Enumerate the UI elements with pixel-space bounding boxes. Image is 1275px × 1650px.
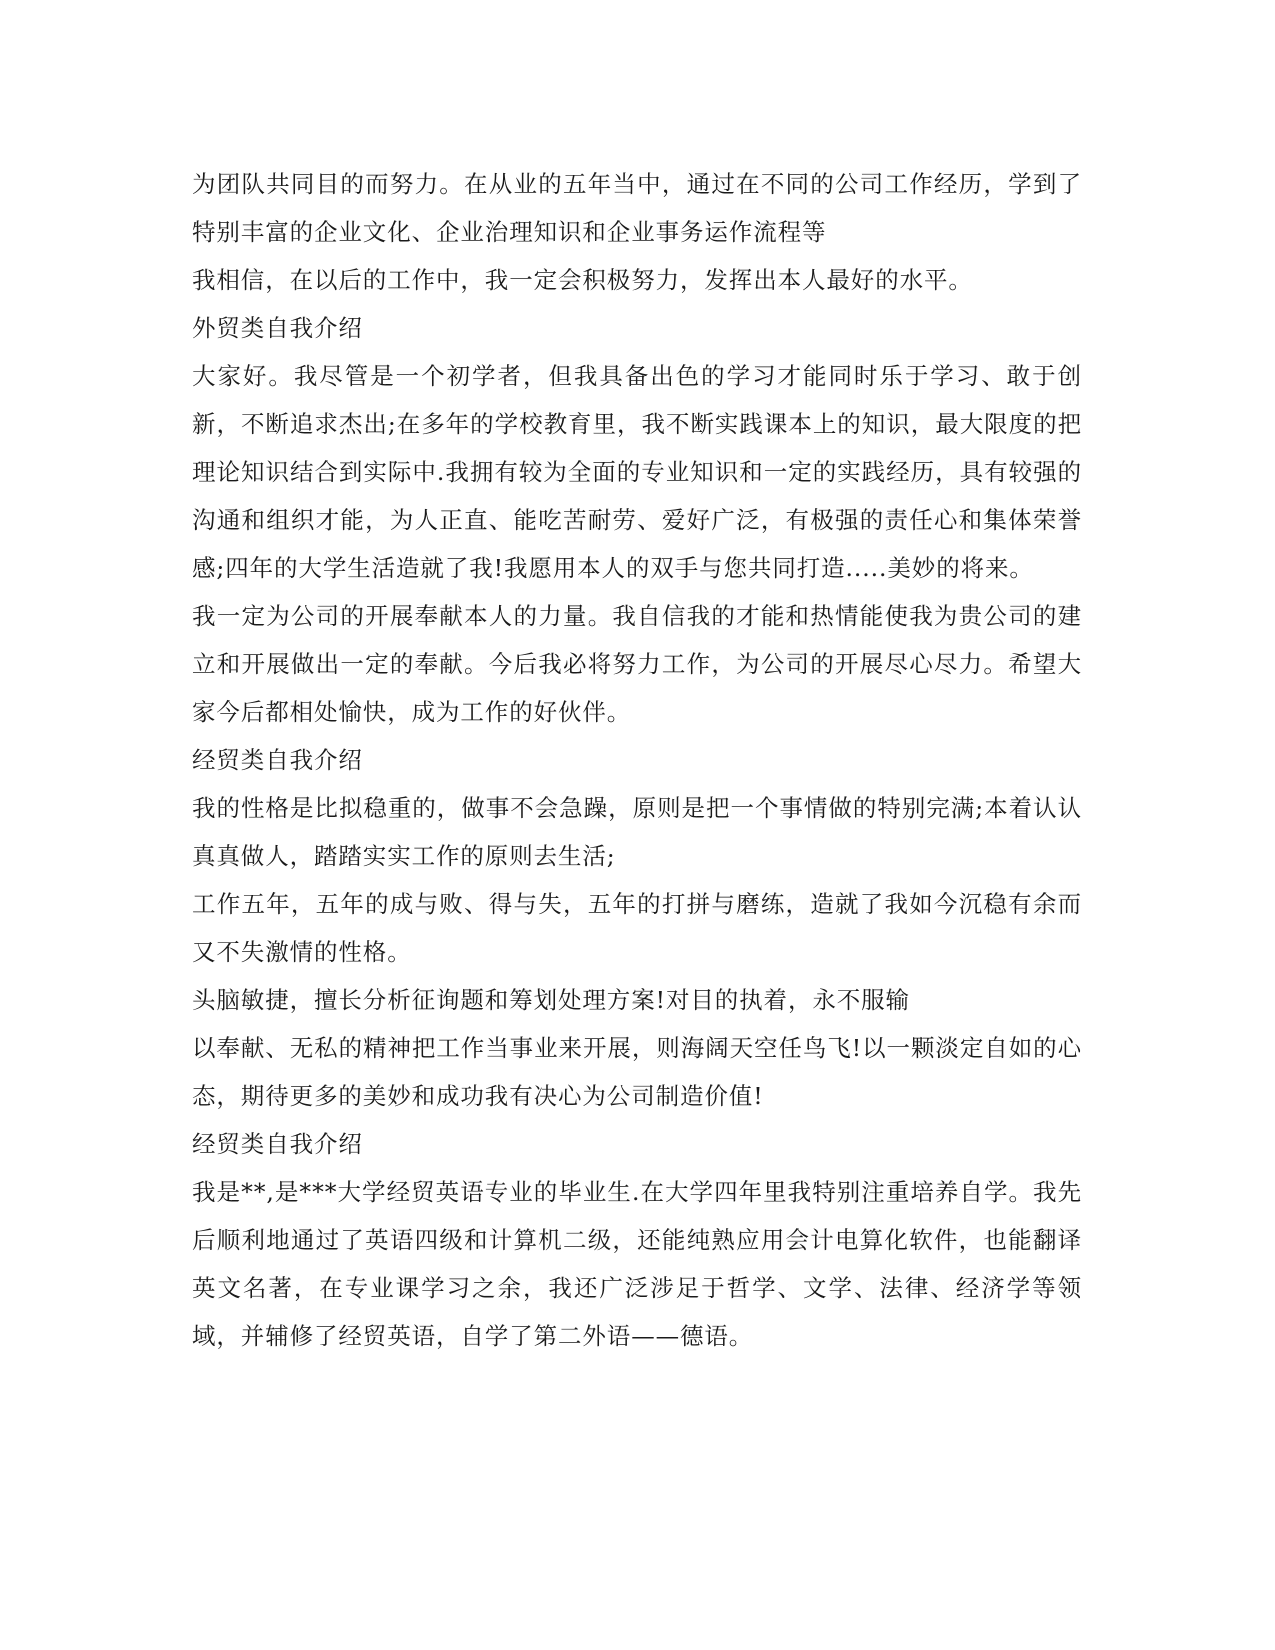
paragraph: 大家好。我尽管是一个初学者，但我具备出色的学习才能同时乐于学习、敢于创新，不断追求杰出;在多年的学校教育里，我不断实践课本上的知识，最大限度的把理论知识结合到实际中.我拥有较为全面的专业知识和一定的实践经历，具有较强的沟通和组织才能，为人正直、能吃苦耐劳、爱好广泛，有极强的责任心和集体荣誉感;四年的大学生活造就了我!我愿用本人的双手与您共同打造.....美妙的将来。 [192,362,1082,582]
paragraph: 工作五年，五年的成与败、得与失，五年的打拼与磨练，造就了我如今沉稳有余而又不失激情的性格。 [192,890,1082,966]
section-heading: 外贸类自我介绍 [192,314,363,342]
paragraph: 我的性格是比拟稳重的，做事不会急躁，原则是把一个事情做的特别完满;本着认认真真做人，踏踏实实工作的原则去生活; [192,794,1082,870]
section-heading: 经贸类自我介绍 [192,746,363,774]
document-body [192,160,1082,1360]
paragraph: 我一定为公司的开展奉献本人的力量。我自信我的才能和热情能使我为贵公司的建立和开展做出一定的奉献。今后我必将努力工作，为公司的开展尽心尽力。希望大家今后都相处愉快，成为工作的好伙伴。 [192,602,1082,726]
paragraph: 为团队共同目的而努力。在从业的五年当中，通过在不同的公司工作经历，学到了特别丰富的企业文化、企业治理知识和企业事务运作流程等 [192,170,1082,246]
paragraph: 以奉献、无私的精神把工作当事业来开展，则海阔天空任鸟飞!以一颗淡定自如的心态，期待更多的美妙和成功我有决心为公司制造价值! [192,1034,1082,1110]
paragraph: 头脑敏捷，擅长分析征询题和筹划处理方案!对目的执着，永不服输 [192,986,910,1014]
paragraph: 我相信，在以后的工作中，我一定会积极努力，发挥出本人最好的水平。 [192,266,973,294]
section-heading: 经贸类自我介绍 [192,1130,363,1158]
paragraph: 我是**,是***大学经贸英语专业的毕业生.在大学四年里我特别注重培养自学。我先后顺利地通过了英语四级和计算机二级，还能纯熟应用会计电算化软件，也能翻译英文名著，在专业课学习之余，我还广泛涉足于哲学、文学、法律、经济学等领域，并辅修了经贸英语，自学了第二外语——德语。 [192,1178,1082,1350]
